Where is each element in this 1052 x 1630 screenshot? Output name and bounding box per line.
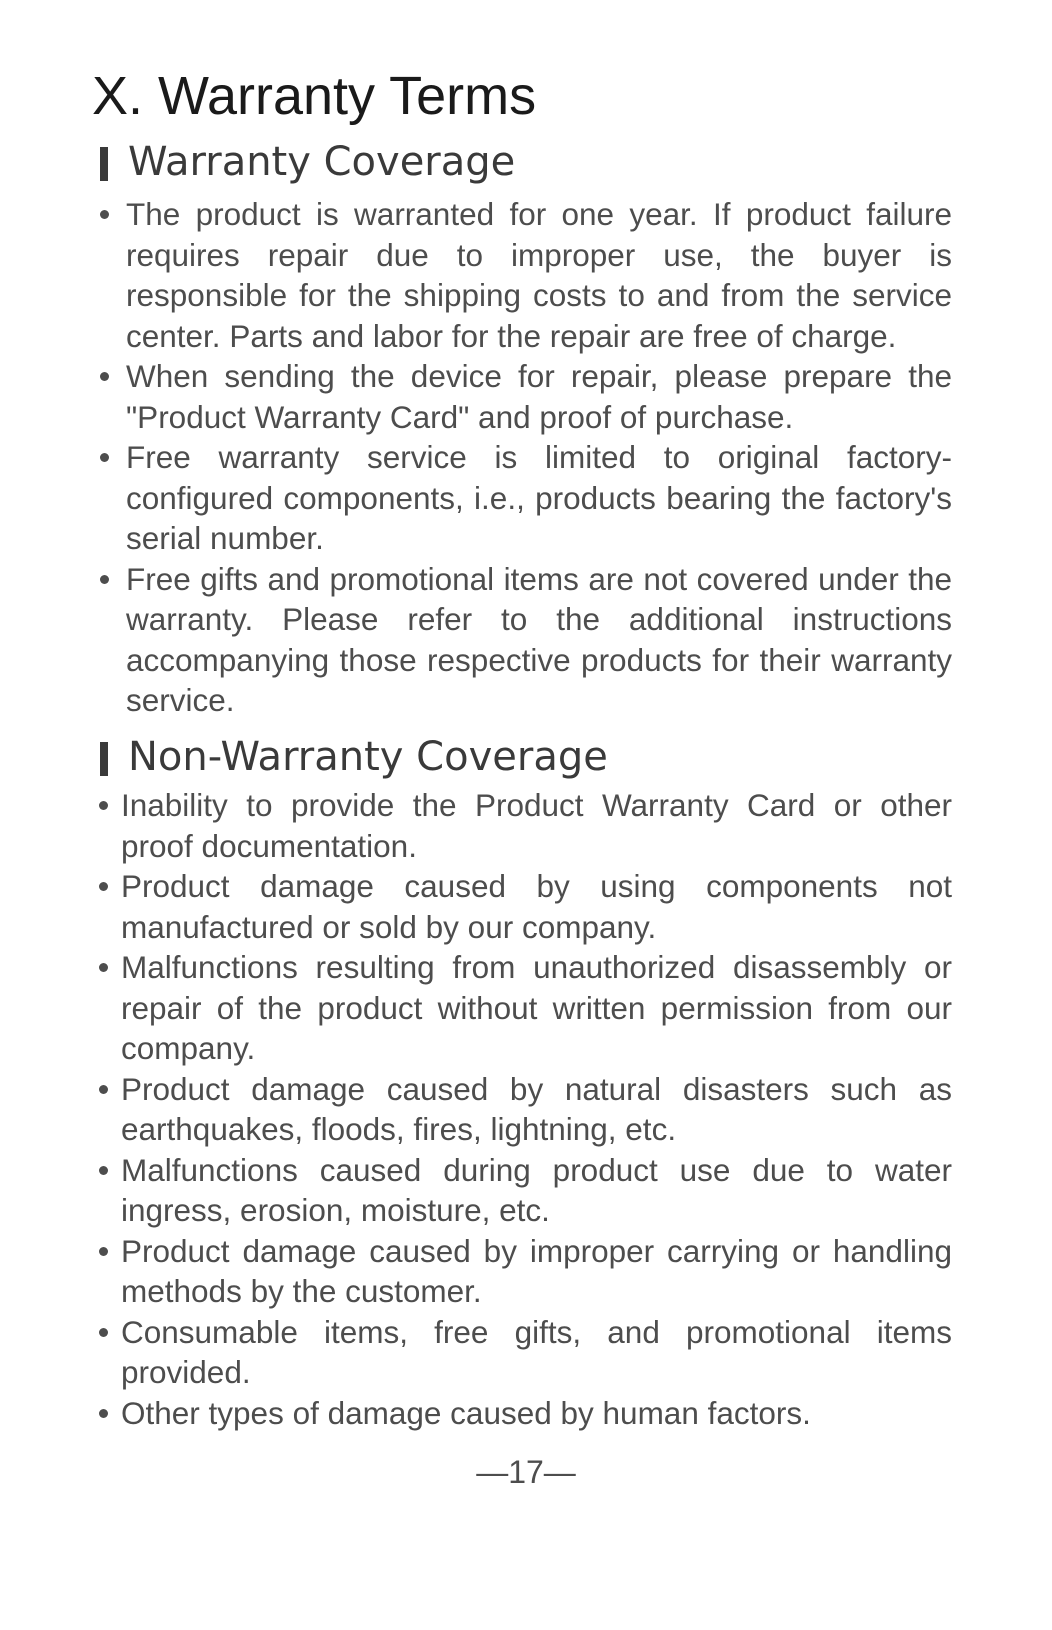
list-item (126, 194, 952, 356)
bullet-icon (99, 1409, 108, 1418)
bullet-icon (100, 453, 109, 462)
list-item (121, 1231, 952, 1312)
section-heading-warranty-coverage (100, 137, 515, 187)
bullet-icon (99, 1328, 108, 1337)
list-item (121, 866, 952, 947)
bullet-icon (99, 1085, 108, 1094)
list-item-text: Product damage caused by improper carrying or handling methods by the customer. (121, 1232, 952, 1309)
list-item (126, 437, 952, 559)
bullet-icon (99, 882, 108, 891)
list-item-text: Malfunctions caused during product use due to water ingress, erosion, moisture, etc. (121, 1151, 952, 1228)
bullet-icon (99, 963, 108, 972)
section-heading-label: Warranty Coverage (128, 139, 516, 185)
list-item (121, 785, 952, 866)
bullet-icon (100, 372, 109, 381)
bullet-icon (99, 801, 108, 810)
list-item (126, 356, 952, 437)
list-item (121, 1069, 952, 1150)
bullet-icon (100, 210, 109, 219)
page-number: —17— (476, 1454, 576, 1490)
list-item (121, 1312, 952, 1393)
list-item-text: Inability to provide the Product Warranty Card or other proof documentation. (121, 787, 952, 864)
list-item-text: Other types of damage caused by human factors. (121, 1394, 811, 1431)
list-item-text: Free gifts and promotional items are not covered under the warranty. Please refer to the additional instructions accompanying those respective products for their warranty service. (126, 560, 952, 718)
list-item-text: Malfunctions resulting from unauthorized disassembly or repair of the product without written permission from our company. (121, 949, 952, 1066)
section-heading-non-warranty-coverage (100, 732, 608, 782)
list-item-text: When sending the device for repair, please prepare the "Product Warranty Card" and proof of purchase. (126, 358, 952, 435)
list-item-text: The product is warranted for one year. If product failure requires repair due to improper use, the buyer is responsible for the shipping costs to and from the service center. Parts and labor for the repair are free of charge. (126, 196, 952, 354)
list-item (126, 559, 952, 721)
section-heading-label: Non-Warranty Coverage (128, 734, 608, 780)
bullet-icon (100, 575, 109, 584)
list-item-text: Free warranty service is limited to original factory-configured components, i.e., products bearing the factory's serial number. (126, 439, 952, 556)
heading-bar-icon (100, 742, 108, 776)
heading-bar-icon (100, 147, 108, 181)
list-item (121, 1393, 952, 1434)
list-item-text: Consumable items, free gifts, and promotional items provided. (121, 1313, 952, 1390)
bullet-icon (99, 1166, 108, 1175)
bullet-icon (99, 1247, 108, 1256)
list-item-text: Product damage caused by using components not manufactured or sold by our company. (121, 868, 952, 945)
list-item (121, 947, 952, 1069)
non-warranty-coverage-list (121, 785, 952, 1433)
list-item (121, 1150, 952, 1231)
list-item-text: Product damage caused by natural disasters such as earthquakes, floods, fires, lightning, etc. (121, 1070, 952, 1147)
warranty-coverage-list (126, 194, 952, 721)
page-title: X. Warranty Terms (92, 66, 537, 126)
